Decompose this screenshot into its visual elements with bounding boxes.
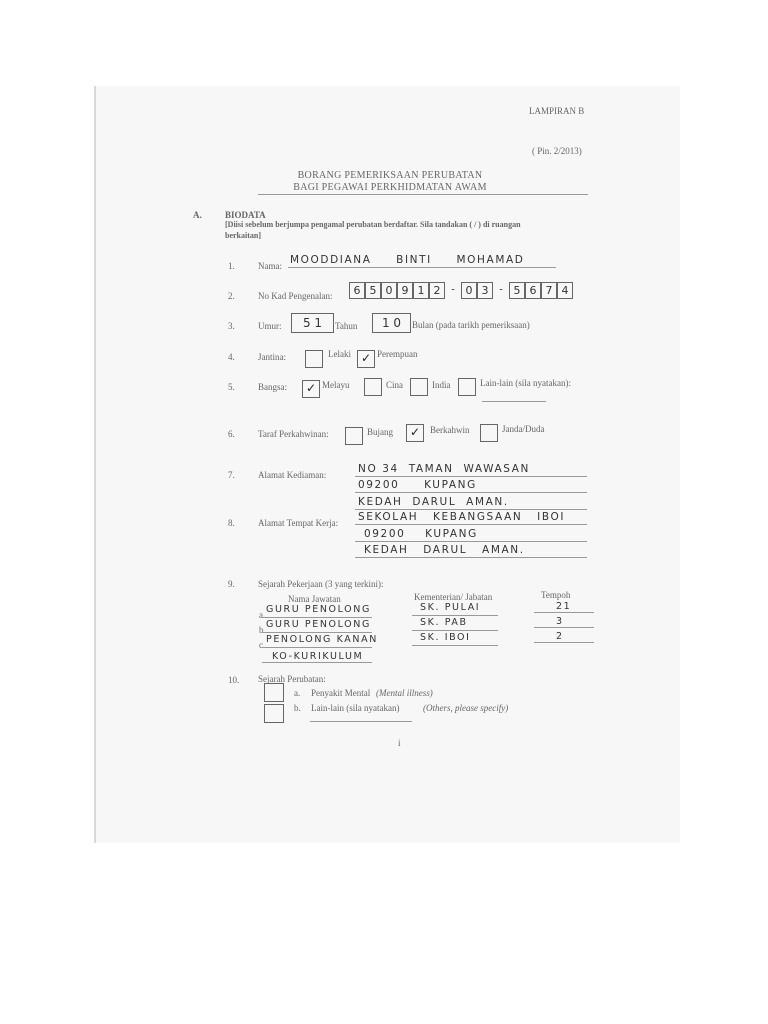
title-underline [258, 194, 588, 195]
name-value[interactable]: MOODDIANA BINTI MOHAMAD [290, 254, 525, 266]
job-row-underline [534, 642, 594, 643]
job-row-underline [262, 617, 372, 618]
section-letter: A. [193, 210, 202, 220]
ic-digit-box[interactable]: 2 [429, 282, 445, 299]
work-address-underline3 [355, 557, 587, 558]
job-row-underline [262, 632, 372, 633]
q5-number: 5. [228, 382, 235, 392]
medical-other-letter: b. [294, 703, 301, 713]
section-instruction-2: berkaitan] [225, 231, 261, 240]
race-indian-checkbox[interactable] [410, 378, 428, 396]
gender-female-checkbox[interactable] [357, 350, 375, 368]
job-row-underline [412, 615, 498, 616]
ic-digit-box[interactable]: 0 [461, 282, 477, 299]
age-months-box[interactable]: 1 0 [372, 313, 411, 333]
race-other-label: Lain-lain (sila nyatakan): [480, 378, 571, 388]
gender-male-label: Lelaki [328, 349, 351, 359]
job-position[interactable]: GURU PENOLONG [266, 604, 371, 615]
race-other-underline [482, 401, 546, 402]
q3-label: Umur: [258, 321, 282, 331]
q1-number: 1. [228, 261, 235, 271]
col-header-ministry: Kementerian/ Jabatan [414, 592, 493, 602]
appendix-label: LAMPIRAN B [529, 106, 585, 116]
col-header-position: Nama Jawatan [288, 594, 341, 604]
work-address-underline2 [355, 541, 587, 542]
job-position[interactable]: PENOLONG KANAN [266, 634, 378, 645]
job-row-underline [262, 647, 372, 648]
work-address-line2[interactable]: 09200 KUPANG [364, 528, 478, 540]
q7-number: 7. [228, 470, 235, 480]
check-mark-icon: ✓ [306, 381, 317, 395]
ic-digit-box[interactable]: 6 [525, 282, 541, 299]
job-ministry[interactable]: SK. IBOI [420, 632, 471, 643]
q10-number: 10. [228, 675, 240, 685]
section-instruction-1: [Diisi sebelum berjumpa pengamal perubatan berdaftar. Sila tandakan ( / ) di ruangan [225, 220, 521, 229]
race-other-checkbox[interactable] [458, 378, 476, 396]
page-mark: i [398, 738, 401, 748]
work-address-underline1 [355, 524, 587, 525]
status-married-checkbox[interactable] [406, 424, 424, 442]
ic-digit-box[interactable]: 0 [381, 282, 397, 299]
q10-label: Sejarah Perubatan: [258, 674, 326, 684]
medical-other-label: Lain-lain (sila nyatakan) [311, 703, 400, 713]
home-address-line3[interactable]: KEDAH DARUL AMAN. [358, 496, 509, 508]
name-underline [288, 267, 556, 268]
status-widowed-checkbox[interactable] [480, 424, 498, 442]
form-title-line2: BAGI PEGAWAI PERKHIDMATAN AWAM [293, 182, 487, 193]
q5-label: Bangsa: [258, 382, 287, 392]
medical-other-label-en: (Others, please specify) [423, 703, 509, 713]
status-single-label: Bujang [367, 427, 393, 437]
check-mark-icon: ✓ [410, 425, 421, 439]
pin-label: ( Pin. 2/2013) [532, 146, 582, 156]
job-position[interactable]: GURU PENOLONG [266, 619, 371, 630]
race-chinese-label: Cina [386, 380, 403, 390]
medical-other-underline [310, 721, 412, 722]
ic-digit-box[interactable]: 9 [397, 282, 413, 299]
ic-digit-box[interactable]: 7 [541, 282, 557, 299]
q6-number: 6. [228, 429, 235, 439]
gender-male-checkbox[interactable] [305, 350, 323, 368]
q3-number: 3. [228, 321, 235, 331]
job-ministry[interactable]: SK. PAB [420, 617, 468, 628]
q9-number: 9. [228, 579, 235, 589]
status-widowed-label: Janda/Duda [502, 424, 545, 434]
race-chinese-checkbox[interactable] [364, 378, 382, 396]
race-malay-checkbox[interactable] [302, 380, 320, 398]
medical-other-checkbox[interactable] [264, 704, 284, 723]
status-married-label: Berkahwin [430, 425, 470, 435]
home-address-underline3 [355, 509, 587, 510]
gender-female-label: Perempuan [377, 349, 418, 359]
home-address-underline2 [355, 492, 587, 493]
ic-separator: - [499, 284, 503, 295]
ic-digit-box[interactable]: 5 [509, 282, 525, 299]
job-row-underline [534, 627, 594, 628]
ic-digit-box[interactable]: 6 [349, 282, 365, 299]
race-indian-label: India [432, 380, 451, 390]
medical-mental-label: Penyakit Mental [311, 688, 371, 698]
home-address-line2[interactable]: 09200 KUPANG [358, 479, 477, 491]
medical-mental-label-en: (Mental illness) [376, 688, 433, 698]
ic-separator: - [451, 284, 455, 295]
job-row3-continuation[interactable]: KO-KURIKULUM [272, 651, 364, 662]
form-title-line1: BORANG PEMERIKSAAN PERUBATAN [297, 170, 483, 181]
age-months-label: Bulan (pada tarikh pemeriksaan) [412, 320, 530, 330]
race-malay-label: Melayu [322, 380, 350, 390]
q2-number: 2. [228, 291, 235, 301]
q4-number: 4. [228, 352, 235, 362]
ic-digit-box[interactable]: 5 [365, 282, 381, 299]
job-row-underline [534, 612, 594, 613]
q6-label: Taraf Perkahwinan: [258, 429, 329, 439]
age-years-box[interactable]: 5 1 [291, 313, 334, 333]
q2-label: No Kad Pengenalan: [258, 291, 333, 301]
home-address-line1[interactable]: NO 34 TAMAN WAWASAN [358, 463, 530, 475]
medical-mental-letter: a. [294, 688, 301, 698]
ic-digit-box[interactable]: 1 [413, 282, 429, 299]
job-row-underline [412, 630, 498, 631]
q4-label: Jantina: [258, 352, 286, 362]
job-duration[interactable]: 2 [556, 631, 564, 642]
ic-digit-box[interactable]: 4 [557, 282, 573, 299]
job-duration[interactable]: 21 [556, 601, 572, 612]
q9-label: Sejarah Pekerjaan (3 yang terkini): [258, 579, 384, 589]
q8-label: Alamat Tempat Kerja: [258, 518, 339, 528]
q8-number: 8. [228, 518, 235, 528]
section-title: BIODATA [225, 210, 266, 220]
ic-digit-box[interactable]: 3 [477, 282, 493, 299]
check-mark-icon: ✓ [361, 351, 372, 365]
col-header-duration: Tempoh [541, 590, 571, 600]
work-address-line1[interactable]: SEKOLAH KEBANGSAAN IBOI [358, 511, 566, 523]
job-row-letter: c. [259, 640, 266, 650]
medical-mental-checkbox[interactable] [264, 683, 284, 702]
job-row3-cont-underline [262, 662, 372, 663]
job-ministry[interactable]: SK. PULAI [420, 602, 481, 613]
age-years-label: Tahun [335, 321, 358, 331]
job-duration[interactable]: 3 [556, 616, 564, 627]
job-row-letter: a. [259, 610, 266, 620]
work-address-line3[interactable]: KEDAH DARUL AMAN. [364, 544, 525, 556]
job-row-letter: b. [259, 625, 266, 635]
status-single-checkbox[interactable] [345, 427, 363, 445]
q1-label: Nama: [258, 261, 282, 271]
q7-label: Alamat Kediaman: [258, 470, 327, 480]
home-address-underline1 [355, 476, 587, 477]
job-row-underline [412, 645, 498, 646]
